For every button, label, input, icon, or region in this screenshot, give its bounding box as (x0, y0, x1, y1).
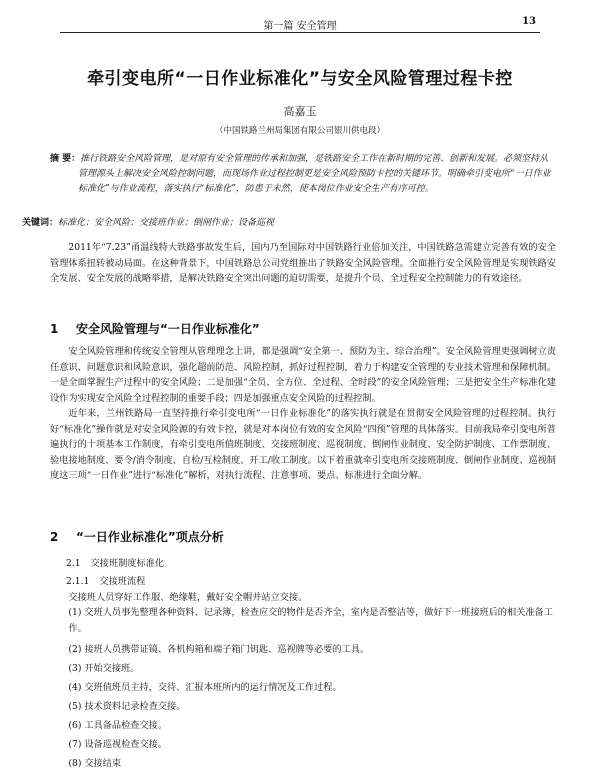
lead-text: 交接班人员穿好工作服、绝缘鞋，戴好安全帽并站立交接。 (68, 592, 308, 603)
section-number: 1 (50, 322, 59, 336)
subsubsection-heading (66, 573, 145, 587)
page-header (60, 14, 540, 33)
affiliation: （中国铁路兰州局集团有限公司银川供电段） (214, 126, 385, 136)
subsubsection-number: 2.1.1 (66, 576, 90, 587)
list-item: (8) 交接结束 (68, 758, 122, 769)
keywords-label: 关键词： (22, 218, 59, 228)
section-2-heading (50, 528, 224, 545)
list-item: (3) 开始交接班。 (68, 663, 140, 674)
keywords (22, 215, 556, 228)
section-title: 安全风险管理与“一日作业标准化” (76, 322, 260, 336)
paragraph: 安全风险管理和传统安全管理从管理理念上讲，都是强调“安全第一、预防为主、综合治理”。安全风险管理更强调树立责任意识、问题意识和风险意识，强化超前防范、风险控制，抓好过程控制，着力于构建安全管理的专业技术管理和保障机制。一是全面掌握生产过程中的安全风险；二是加强“全员、全方位、全过程、全时段”的安全风险管理；三是把安全生产标准化建设作为实现安全风险全过程控制的重要手段；四是加强重点安全风险的过程控制。 (50, 346, 556, 404)
abstract-text: 推行铁路安全风险管理，是对原有安全管理的传承和加强，是铁路安全工作在新时期的完善、创新和发展。必须坚持从管理源头上解决安全风险控制问题，而现场作业过程控制更是安全风险预防卡控的关键环节。明确牵引变电所“一日作业标准化”与作业流程，落实执行“标准化”，防患于未然，使本岗位作业安全生产有序可控。 (78, 154, 551, 194)
subsection-heading (66, 555, 164, 569)
paragraph: 近年来，兰州铁路局一直坚持推行牵引变电所“一日作业标准化”的落实执行就是在贯彻安全风险管理的过程控制。执行好“标准化”操作就是对安全风险源的有效卡控，就是对本岗位有效的安全风险“四预”管理的具体落实。目前我局牵引变电所普遍执行的十项基本工作制度，有牵引变电所值班制度、交接班制度、巡视制度、倒闸作业制度、安全防护制度、工作票制度、验电接地制度、要令/消令制度、自检/互检制度、开工/收工制度。以下着重就牵引变电所交接班制度、倒闸作业制度、巡视制度这三项“一日作业”进行“标准化”解析，对执行流程、注意事项、要点、标准进行全面分解。 (50, 408, 556, 481)
list-item: (1) 交班人员事先整理各种资料、记录簿，检查应交的物件是否齐全，室内是否整洁等，做好下一班接班后的相关准备工作。 (68, 607, 553, 634)
list-item: (2) 接班人员携带证镜、各机构箱和端子箱门钥匙、巡视牌等必要的工具。 (68, 644, 370, 655)
section-title: “一日作业标准化”项点分析 (76, 530, 224, 544)
subsubsection-title: 交接班流程 (99, 576, 146, 587)
subsection-number: 2.1 (66, 558, 81, 569)
lead-block (50, 590, 556, 606)
intro-block (50, 240, 556, 287)
list-item: (6) 工具备品检查交接。 (68, 720, 168, 731)
subsection-title: 交接班制度标准化 (90, 558, 165, 569)
section-1-heading (50, 320, 260, 337)
author: 高嘉玉 (283, 105, 317, 118)
abstract (50, 152, 556, 197)
article-title: 牵引变电所“一日作业标准化”与安全风险管理过程卡控 (87, 69, 513, 89)
keywords-text: 标准化；安全风险；交接班作业；倒闸作业；设备巡视 (58, 218, 275, 228)
intro-paragraph: 2011年“7.23”甬温线特大铁路事故发生后，国内乃至国际对中国铁路行业倍加关注，中国铁路急需建立完善有效的安全管理体系扭转被动局面。在这种背景下，中国铁路总公司党组推出了铁路安全风险管理。全面推行安全风险管理是实现铁路安全发展、安全发展的战略举措，是解决铁路安全突出问题的迫切需要，是提升个员、全过程安全控制能力的有效途径。 (50, 242, 556, 284)
running-head: 第一篇 安全管理 (263, 21, 337, 32)
list-item: (7) 设备巡视检查交接。 (68, 739, 168, 750)
page-number: 13 (522, 16, 536, 27)
steps-list (50, 605, 556, 773)
section-number: 2 (50, 530, 59, 544)
abstract-label: 摘 要： (50, 154, 81, 164)
section-1-body (50, 344, 556, 484)
list-item: (4) 交班值班员主持，交待、汇报本班所内的运行情况及工作过程。 (68, 682, 342, 693)
list-item: (5) 技术资料记录检查交接。 (68, 701, 186, 712)
